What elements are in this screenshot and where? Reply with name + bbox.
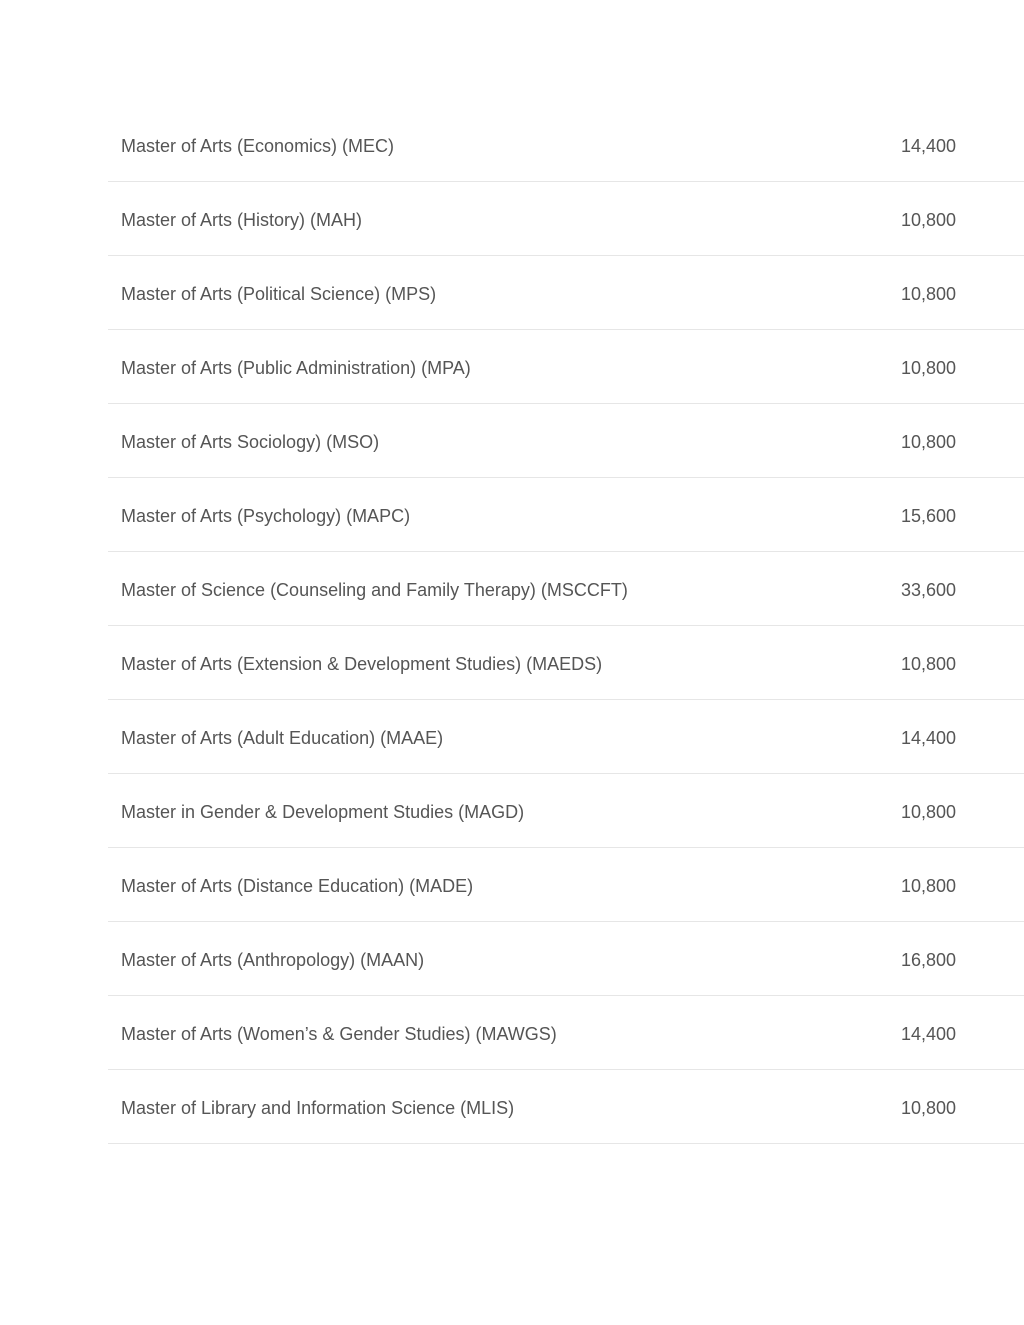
programme-name: Master of Arts (History) (MAH) [121,210,363,230]
programme-name: Master of Arts (Distance Education) (MADE) [121,876,474,896]
programme-name: Master of Arts (Political Science) (MPS) [121,284,437,304]
programme-name: Master of Arts (Public Administration) (MPA) [121,358,471,378]
table-row [108,478,1024,552]
programme-fee: 14,400 [901,728,957,748]
table-row [108,330,1024,404]
programme-name: Master of Science (Counseling and Family Therapy) (MSCCFT) [121,580,628,600]
table-row [108,404,1024,478]
programme-name: Master of Arts (Women’s & Gender Studies) (MAWGS) [121,1024,557,1044]
table-row [108,552,1024,626]
programme-fee: 14,400 [901,1024,957,1044]
programme-fee: 14,400 [901,136,957,156]
table-row [108,182,1024,256]
table-row [108,922,1024,996]
programme-fee: 10,800 [901,284,957,304]
programme-fee: 10,800 [901,358,957,378]
programme-fee: 15,600 [901,506,957,526]
programme-name: Master in Gender & Development Studies (MAGD) [121,802,525,822]
programme-fee: 10,800 [901,1098,957,1118]
table-row [108,848,1024,922]
table-row [108,108,1024,182]
programme-name: Master of Library and Information Science (MLIS) [121,1098,515,1118]
table-row [108,626,1024,700]
programme-fee: 10,800 [901,802,957,822]
programme-name: Master of Arts (Adult Education) (MAAE) [121,728,444,748]
programme-name: Master of Arts Sociology) (MSO) [121,432,380,452]
table-row [108,700,1024,774]
table-row [108,256,1024,330]
table-row [108,1070,1024,1144]
programme-name: Master of Arts (Anthropology) (MAAN) [121,950,425,970]
programme-fee: 10,800 [901,210,957,230]
programme-fee: 10,800 [901,432,957,452]
programme-fee-table [108,108,1024,1144]
programme-fee: 10,800 [901,876,957,896]
programme-name: Master of Arts (Extension & Development Studies) (MAEDS) [121,654,603,674]
programme-fee: 16,800 [901,950,957,970]
table-row [108,996,1024,1070]
programme-fee: 33,600 [901,580,957,600]
table-row [108,774,1024,848]
programme-name: Master of Arts (Economics) (MEC) [121,136,395,156]
programme-fee: 10,800 [901,654,957,674]
programme-name: Master of Arts (Psychology) (MAPC) [121,506,411,526]
